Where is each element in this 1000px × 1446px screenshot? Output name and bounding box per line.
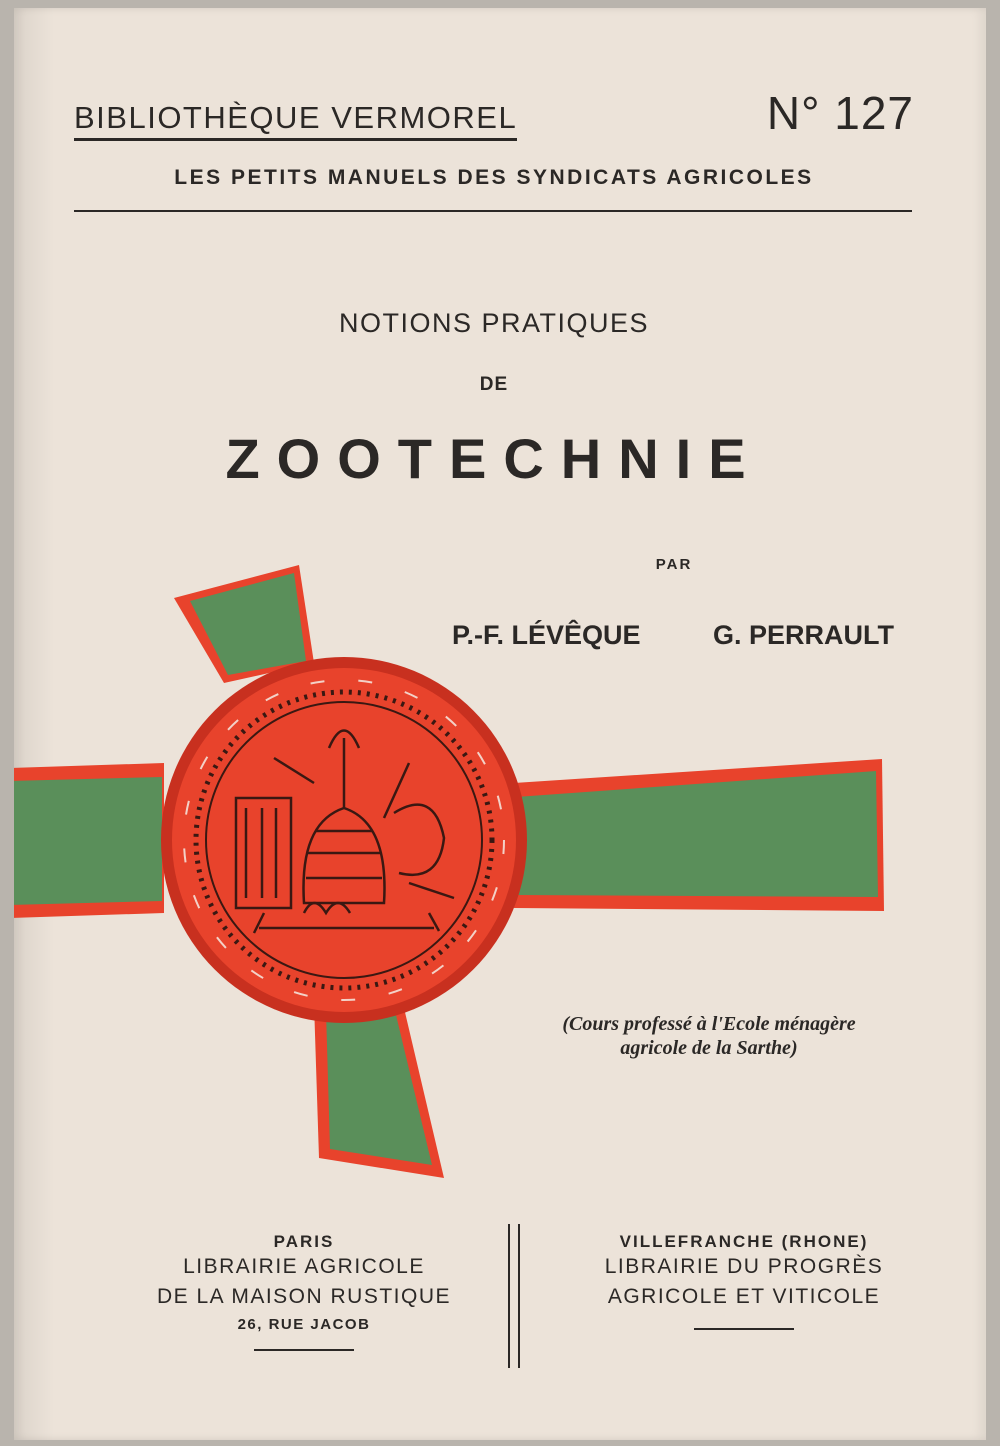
wax-seal-with-ribbons-icon: [14, 553, 986, 1193]
book-cover: [14, 8, 986, 1440]
series-header: [74, 86, 914, 146]
author-perrault: G. PERRAULT: [713, 620, 894, 650]
ribbon-left-icon: [14, 763, 164, 918]
by-label: PAR: [655, 556, 693, 573]
header-rule: [74, 210, 912, 212]
series-title: BIBLIOTHÈQUE VERMOREL: [74, 100, 517, 141]
title-connector: DE: [479, 374, 509, 395]
seal-icon: [161, 657, 527, 1023]
series-subtitle: LES PETITS MANUELS DES SYNDICATS AGRICOLES: [174, 166, 814, 189]
course-note: [509, 1012, 909, 1060]
publisher-rule: [254, 1349, 354, 1351]
publisher-villefranche: [544, 1228, 944, 1330]
publisher-name-line2: AGRICOLE ET VITICOLE: [607, 1285, 881, 1308]
publisher-divider: [508, 1224, 520, 1368]
publisher-name-line1: LIBRAIRIE AGRICOLE: [183, 1255, 425, 1278]
publisher-city: VILLEFRANCHE (RHONE): [619, 1232, 869, 1251]
book-title: ZOOTECHNIE: [225, 427, 763, 490]
publisher-rule: [694, 1328, 794, 1330]
publisher-city: PARIS: [273, 1232, 335, 1251]
publisher-address: 26, RUE JACOB: [237, 1316, 371, 1333]
pre-title: NOTIONS PRATIQUES: [338, 308, 650, 338]
publisher-name-line1: LIBRAIRIE DU PROGRÈS: [604, 1255, 884, 1278]
course-note-line1: (Cours professé à l'Ecole ménagère: [562, 1013, 856, 1035]
ribbon-bottom-icon: [314, 1003, 444, 1178]
author-leveque: P.-F. LÉVÊQUE: [452, 620, 641, 650]
publisher-name-line2: DE LA MAISON RUSTIQUE: [156, 1285, 452, 1308]
publisher-paris: [104, 1228, 504, 1351]
course-note-line2: agricole de la Sarthe): [620, 1037, 798, 1059]
ribbon-right-icon: [514, 759, 884, 911]
series-number: N° 127: [766, 87, 914, 139]
